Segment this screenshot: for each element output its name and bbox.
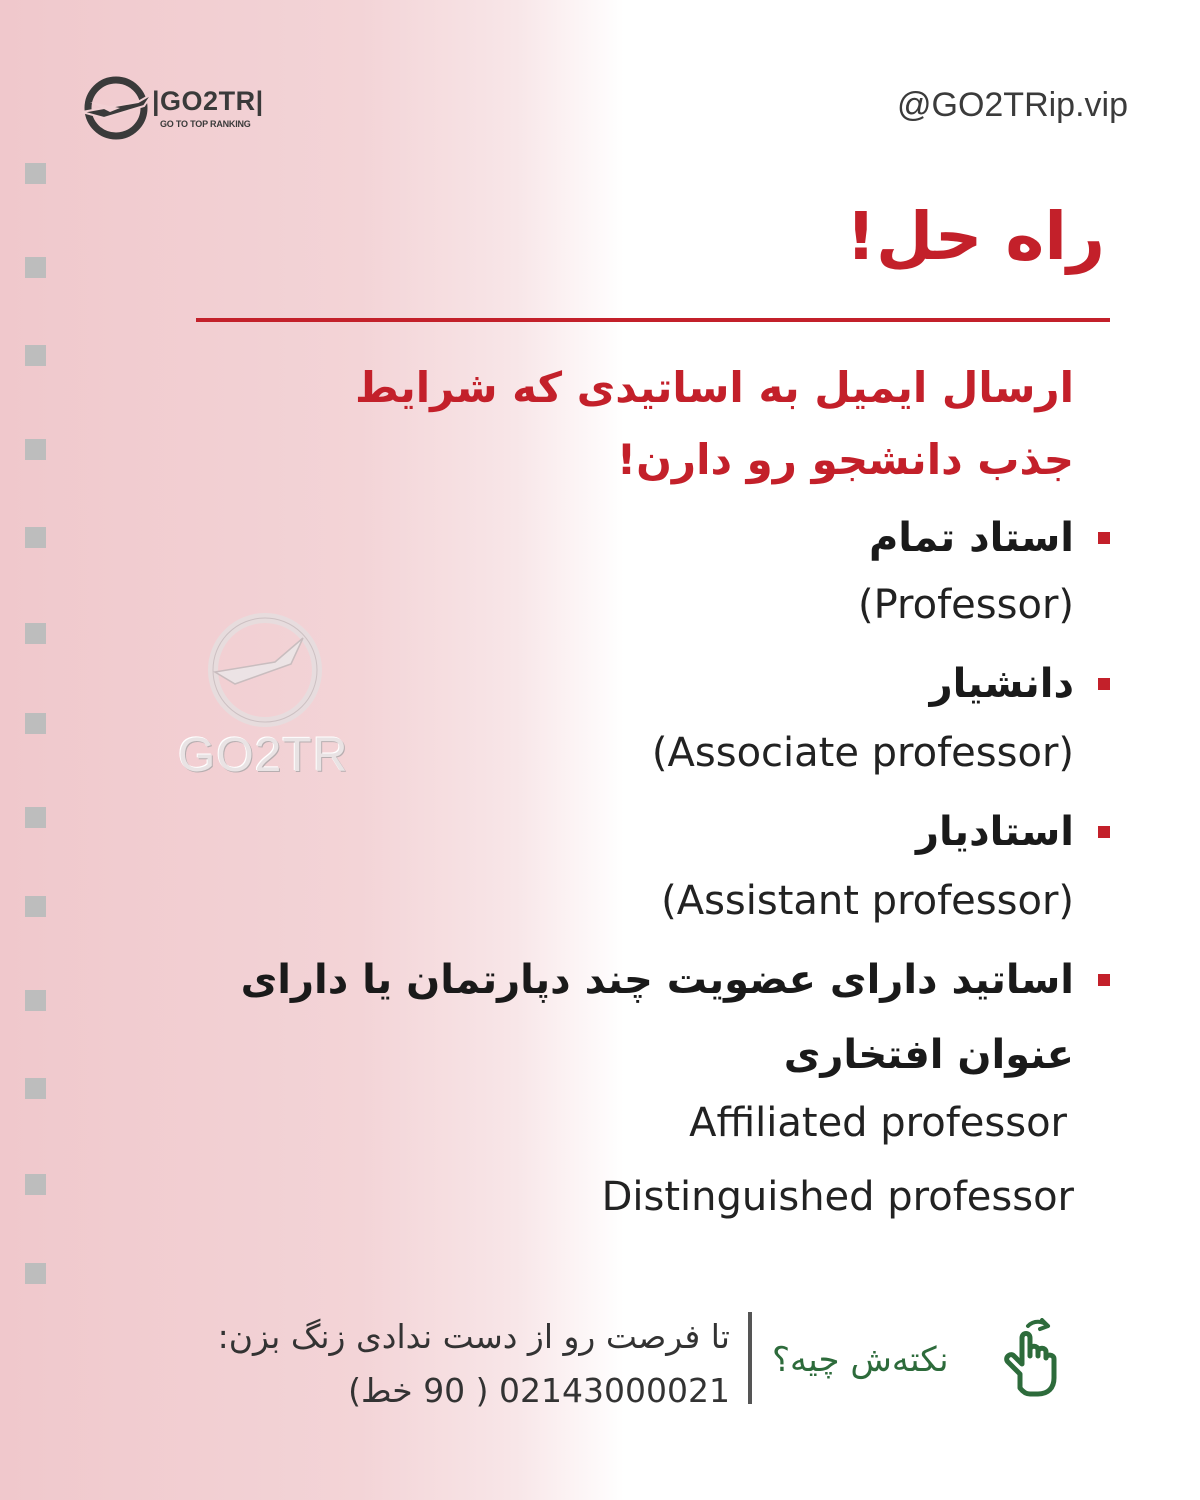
bullet-icon (1098, 974, 1110, 986)
side-dot (25, 1263, 46, 1284)
side-dot (25, 990, 46, 1011)
list-item-english: Affiliated professor (689, 1100, 1067, 1146)
list-item-title: استاد تمام (868, 515, 1074, 561)
side-dot (25, 345, 46, 366)
side-dot (25, 807, 46, 828)
side-dot (25, 257, 46, 278)
page-title: راه حل! (845, 198, 1105, 275)
intro-text (174, 352, 1074, 496)
logo-subtitle: GO TO TOP RANKING (160, 119, 251, 129)
tap-hand-icon (998, 1318, 1064, 1398)
list-item-english: Distinguished professor (601, 1174, 1074, 1220)
cta-line: تا فرصت رو از دست ندادی زنگ بزن: (217, 1317, 730, 1356)
bullet-icon (1098, 532, 1110, 544)
list-item-title: اساتید دارای عضویت چند دپارتمان یا دارای (240, 957, 1074, 1003)
list-item-title: دانشیار (929, 661, 1074, 707)
side-dot (25, 527, 46, 548)
call-to-action (218, 1310, 730, 1418)
intro-line: جذب دانشجو رو دارن! (616, 435, 1074, 484)
list-item-english: (Professor) (858, 582, 1074, 628)
bullet-icon (1098, 678, 1110, 690)
watermark-text: GO2TR (178, 729, 349, 782)
phone-number: 02143000021 ( 90 خط) (348, 1371, 730, 1410)
side-dot (25, 623, 46, 644)
logo-text: |GO2TR| (152, 86, 264, 116)
footer-divider (748, 1312, 752, 1404)
side-dot (25, 1174, 46, 1195)
side-dot (25, 1078, 46, 1099)
list-item-title: استادیار (916, 809, 1074, 855)
list-item-english: (Associate professor) (651, 730, 1074, 776)
social-handle: @GO2TRip.vip (896, 86, 1128, 124)
intro-line: ارسال ایمیل به اساتیدی که شرایط (354, 363, 1074, 412)
side-dot (25, 713, 46, 734)
side-dot (25, 896, 46, 917)
title-divider (196, 318, 1110, 322)
side-dot (25, 163, 46, 184)
side-dot (25, 439, 46, 460)
tip-label: نکته‌ش چیه؟ (772, 1340, 949, 1380)
list-item-title: عنوان افتخاری (783, 1032, 1074, 1078)
bullet-icon (1098, 826, 1110, 838)
list-item-english: (Assistant professor) (661, 878, 1074, 924)
